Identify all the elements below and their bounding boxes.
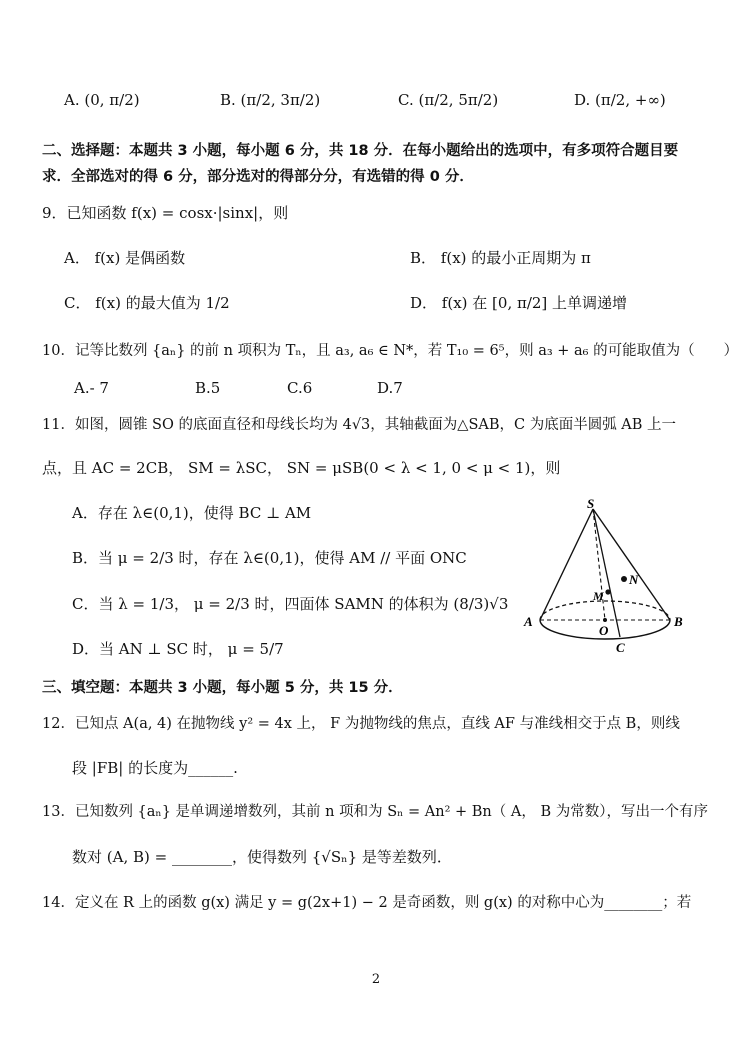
- q14-line1: 14．定义在 R 上的函数 g(x) 满足 y = g(2x+1) − 2 是奇函数，则 g(x) 的对称中心为________；若: [42, 895, 692, 911]
- q10-option-d: D.7: [377, 379, 403, 397]
- section2-heading-line2: 求．全部选对的得 6 分，部分选对的得部分分，有选错的得 0 分．: [42, 169, 474, 185]
- q9-option-b: B． f(x) 的最小正周期为 π: [410, 249, 591, 267]
- q9-option-d: D． f(x) 在 [0, π/2] 上单调递增: [410, 294, 628, 312]
- point-m: [605, 589, 610, 594]
- q8-option-a: A. (0, π/2): [64, 91, 140, 109]
- q12-line2: 段 |FB| 的长度为______.: [72, 759, 238, 777]
- point-n: [621, 576, 627, 582]
- q9-option-c: C． f(x) 的最大值为 1/2: [64, 294, 230, 312]
- label-n: N: [629, 572, 639, 587]
- q11-option-b: B．当 μ = 2/3 时，存在 λ∈(0,1)，使得 AM // 平面 ONC: [72, 549, 467, 567]
- q8-option-d: D. (π/2, +∞): [574, 91, 666, 109]
- q10-stem: 10．记等比数列 {aₙ} 的前 n 项积为 Tₙ，且 a₃, a₆ ∈ N*，若 T₁₀ = 6⁵，则 a₃ + a₆ 的可能取值为（ ）: [42, 343, 739, 359]
- label-b: B: [674, 614, 683, 629]
- q11-stem-line2: 点，且 AC = 2CB， SM = λSC， SN = μSB(0 < λ < 1, 0 < μ < 1)，则: [42, 459, 561, 477]
- label-a: A: [524, 614, 533, 629]
- q11-stem-line1: 11．如图，圆锥 SO 的底面直径和母线长均为 4√3，其轴截面为△SAB，C 为底面半圆弧 AB 上一: [42, 417, 677, 433]
- q9-stem: 9．已知函数 f(x) = cosx·|sinx|，则: [42, 204, 289, 222]
- q11-option-c: C．当 λ = 1/3， μ = 2/3 时，四面体 SAMN 的体积为 (8/3)√3: [72, 595, 509, 613]
- q12-line1: 12．已知点 A(a, 4) 在抛物线 y² = 4x 上， F 为抛物线的焦点，直线 AF 与准线相交于点 B，则线: [42, 716, 680, 732]
- point-o: [603, 618, 607, 622]
- q10-option-c: C.6: [287, 379, 313, 397]
- cone-figure: [515, 495, 695, 665]
- cone-axis-so: [593, 509, 605, 620]
- q11-option-d: D．当 AN ⊥ SC 时， μ = 5/7: [72, 640, 284, 658]
- q13-line2: 数对 (A, B) = ________，使得数列 {√Sₙ} 是等差数列．: [72, 848, 452, 866]
- q8-option-b: B. (π/2, 3π/2): [220, 91, 321, 109]
- label-m: M: [593, 589, 604, 603]
- label-s: S: [587, 496, 595, 511]
- q8-option-c: C. (π/2, 5π/2): [398, 91, 499, 109]
- page-number: 2: [371, 972, 381, 987]
- q10-option-b: B.5: [195, 379, 221, 397]
- cone-edge-sa: [540, 509, 593, 620]
- q11-option-a: A．存在 λ∈(0,1)，使得 BC ⊥ AM: [72, 504, 312, 522]
- q13-line1: 13．已知数列 {aₙ} 是单调递增数列，其前 n 项和为 Sₙ = An² + Bn（ A， B 为常数），写出一个有序: [42, 804, 708, 820]
- section3-heading: 三、填空题：本题共 3 小题，每小题 5 分，共 15 分．: [42, 680, 403, 696]
- q10-option-a: A.- 7: [74, 379, 109, 397]
- label-o: O: [599, 623, 609, 638]
- q9-option-a: A． f(x) 是偶函数: [64, 249, 186, 267]
- label-c: C: [616, 640, 625, 655]
- section2-heading-line1: 二、选择题：本题共 3 小题，每小题 6 分，共 18 分．在每小题给出的选项中，有多项符合题目要: [42, 143, 679, 159]
